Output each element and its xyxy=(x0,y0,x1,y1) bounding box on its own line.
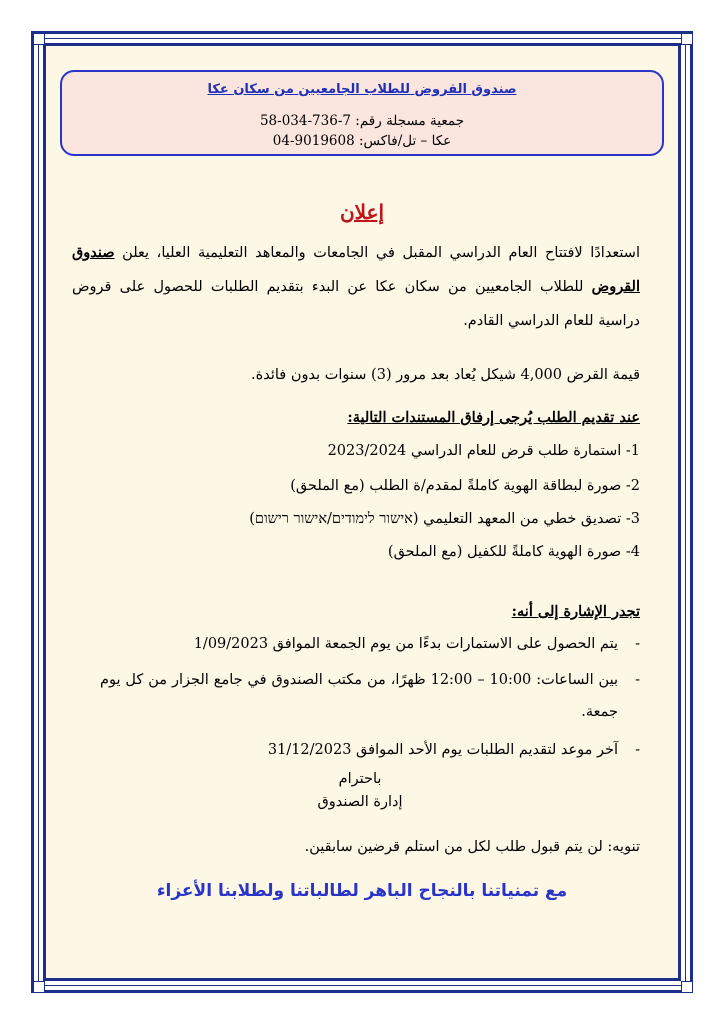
document-item: 1- استمارة طلب قرض للعام الدراسي 2023/2024 xyxy=(327,443,640,459)
note-item xyxy=(100,628,640,660)
fund-name-bold: صندوق القروض xyxy=(72,244,640,295)
loan-value-text: قيمة القرض 4,000 شيكل يُعاد بعد مرور (3) سنوات بدون فائدة. xyxy=(251,367,640,383)
notice-text: تنويه: لن يتم قبول طلب لكل من استلم قرضين سابقين. xyxy=(304,839,640,855)
border-corner-bottom-left xyxy=(33,981,45,993)
bullet-dash: - xyxy=(635,636,640,652)
border-corner-top-left xyxy=(33,33,45,45)
border-corner-bottom-right xyxy=(681,981,693,993)
border-corner-top-right xyxy=(681,33,693,45)
intro-prefix: استعدادًا لافتتاح العام الدراسي المقبل في الجامعات والمعاهد التعليمية العليا، يعلن xyxy=(114,245,640,261)
header-box xyxy=(60,70,664,156)
notes-heading: تجدر الإشارة إلى أنه: xyxy=(511,603,640,620)
note-text: بين الساعات: 10:00 – 12:00 ظهرًا، من مكتب الصندوق في جامع الجزار من كل يوم جمعة. xyxy=(100,672,619,720)
note-text: يتم الحصول على الاستمارات بدءًا من يوم الجمعة الموافق 1/09/2023 xyxy=(193,636,618,652)
document-item: 3- تصديق خطي من المعهد التعليمي (אישור לימודים/אישור רישום) xyxy=(249,511,640,527)
announcement-title: إعلان xyxy=(339,200,385,224)
signature-management: إدارة الصندوق xyxy=(317,794,403,810)
note-item xyxy=(100,664,640,728)
intro-suffix: للطلاب الجامعيين من سكان عكا عن البدء بتقديم الطلبات للحصول على قروض دراسية للعام الدراسي القادم. xyxy=(72,279,640,329)
document-item: 2- صورة لبطاقة الهوية كاملةً لمقدم/ة الطلب (مع الملحق) xyxy=(290,478,640,494)
documents-heading: عند تقديم الطلب يُرجى إرفاق المستندات التالية: xyxy=(347,409,640,426)
signature-regards: باحترام xyxy=(338,771,382,787)
organization-title: صندوق القروض للطلاب الجامعيين من سكان عكا xyxy=(207,82,517,97)
bullet-dash: - xyxy=(635,672,640,688)
closing-wishes: مع تمنياتنا بالنجاح الباهر لطالباتنا ولطلابنا الأعزاء xyxy=(156,881,568,901)
announcement-intro xyxy=(72,236,640,338)
contact-phone-fax: عكا – تل/فاكس: 9019608-04 xyxy=(272,133,452,149)
note-item xyxy=(100,734,640,766)
bullet-dash: - xyxy=(635,742,640,758)
note-text: آخر موعد لتقديم الطلبات يوم الأحد الموافق 31/12/2023 xyxy=(267,742,618,758)
document-item: 4- صورة الهوية كاملةً للكفيل (مع الملحق) xyxy=(387,544,640,560)
registration-number: جمعية مسجلة رقم: 7-736-034-58 xyxy=(259,113,465,129)
